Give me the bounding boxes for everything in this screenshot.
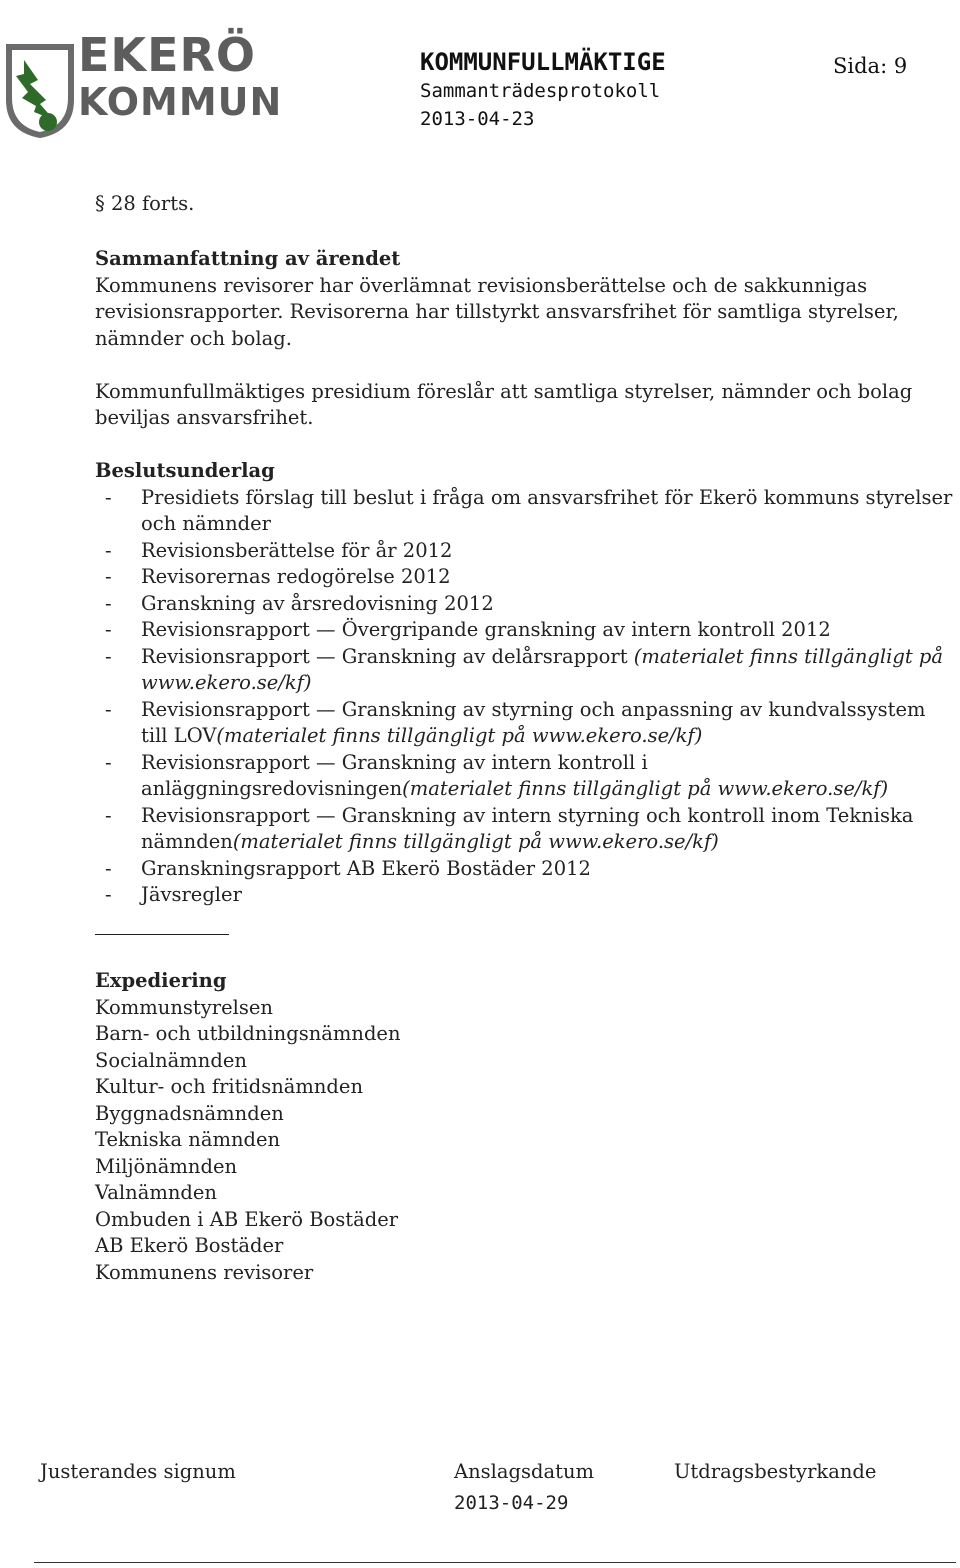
page-number: Sida: 9 [833, 54, 908, 78]
footer-anslagsdatum-label: Anslagsdatum [454, 1460, 594, 1483]
distribution-list [95, 995, 955, 1287]
basis-item-text: Revisionsrapport — Granskning av intern styrning och kontroll inom Tekniska nämnden [141, 803, 914, 853]
logo-line-2: KOMMUN [78, 80, 283, 124]
distribution-item: Kultur- och fritidsnämnden [95, 1075, 364, 1098]
basis-item [95, 617, 955, 644]
summary-heading: Sammanfattning av ärendet [95, 247, 401, 270]
basis-item [95, 697, 955, 750]
summary-section [95, 246, 955, 432]
document-title: KOMMUNFULLMÄKTIGE [420, 48, 666, 76]
distribution-item: Socialnämnden [95, 1048, 247, 1072]
distribution-item: AB Ekerö Bostäder [95, 1234, 284, 1257]
distribution-section [95, 968, 955, 1286]
bullet-dash: - [105, 883, 112, 906]
summary-paragraph-1: Kommunens revisorer har överlämnat revisionsberättelse och de sakkunnigas revisionsrapporter. Revisorerna har tillstyrkt ansvarsfrihet för samtliga styrelser, nämnder och bolag. [95, 273, 899, 350]
bullet-dash: - [105, 750, 112, 774]
distribution-item: Tekniska nämnden [95, 1128, 281, 1151]
distribution-item: Ombuden i AB Ekerö Bostäder [95, 1207, 399, 1231]
basis-item [95, 882, 955, 909]
meeting-date: 2013-04-23 [420, 108, 535, 130]
distribution-heading: Expediering [95, 969, 227, 992]
basis-item-note: (materialet finns tillgängligt på www.ekero.se/kf) [216, 724, 703, 747]
footer-justerandes: Justerandes signum [40, 1460, 236, 1483]
logo-line-1: EKERÖ [78, 28, 257, 82]
basis-item [95, 538, 955, 565]
footer-rule [34, 1562, 956, 1563]
basis-item [95, 485, 955, 538]
basis-item-text: Revisionsrapport — Granskning av styrning och anpassning av kundvalssystem till LOV [141, 697, 926, 747]
section-reference: § 28 forts. [95, 192, 195, 215]
bullet-dash: - [105, 856, 112, 880]
basis-item-text: Jävsregler [141, 883, 242, 906]
distribution-item: Barn- och utbildningsnämnden [95, 1022, 401, 1045]
bullet-dash: - [105, 803, 112, 827]
bullet-dash: - [105, 485, 112, 509]
bullet-dash: - [105, 697, 112, 721]
basis-item-text: Granskningsrapport AB Ekerö Bostäder 2012 [141, 856, 591, 880]
bullet-dash: - [105, 618, 112, 641]
basis-item [95, 856, 955, 883]
bullet-dash: - [105, 538, 112, 562]
basis-item-note: (materialet finns tillgängligt på www.ekero.se/kf) [402, 777, 889, 800]
distribution-item: Kommunens revisorer [95, 1260, 314, 1284]
basis-item [95, 591, 955, 618]
basis-item-note: (materialet finns tillgängligt på www.ekero.se/kf) [232, 830, 719, 853]
basis-item-text: Revisionsrapport — Övergripande granskning av intern kontroll 2012 [141, 618, 831, 641]
basis-heading: Beslutsunderlag [95, 459, 275, 482]
basis-item [95, 750, 955, 803]
basis-item [95, 803, 955, 856]
basis-item [95, 564, 955, 591]
bullet-dash: - [105, 591, 112, 615]
basis-section [95, 458, 955, 909]
distribution-item: Kommunstyrelsen [95, 995, 273, 1019]
distribution-item: Valnämnden [95, 1181, 217, 1204]
bullet-dash: - [105, 565, 112, 588]
summary-paragraph-2: Kommunfullmäktiges presidium föreslår att samtliga styrelser, nämnder och bolag beviljas ansvarsfrihet. [95, 379, 913, 429]
basis-item-text: Revisionsrapport — Granskning av intern kontroll i anläggningsredovisningen [141, 750, 648, 800]
bullet-dash: - [105, 644, 112, 668]
footer-anslagsdatum-value: 2013-04-29 [454, 1492, 569, 1514]
basis-item-text: Revisorernas redogörelse 2012 [141, 565, 451, 588]
basis-item-text: Revisionsrapport — Granskning av delårsrapport [141, 644, 634, 668]
distribution-item: Miljönämnden [95, 1154, 238, 1178]
basis-item [95, 644, 955, 697]
footer-utdrag: Utdragsbestyrkande [674, 1460, 877, 1483]
divider [95, 934, 229, 935]
basis-list [95, 485, 955, 909]
basis-item-text: Granskning av årsredovisning 2012 [141, 591, 494, 615]
distribution-item: Byggnadsnämnden [95, 1101, 284, 1125]
document-subtitle: Sammanträdesprotokoll [420, 80, 661, 102]
basis-item-text: Presidiets förslag till beslut i fråga om ansvarsfrihet för Ekerö kommuns styrelser och nämnder [141, 485, 953, 535]
basis-item-note: (materialet finns tillgängligt på www.ekero.se/kf) [141, 644, 943, 694]
basis-item-text: Revisionsberättelse för år 2012 [141, 538, 453, 562]
